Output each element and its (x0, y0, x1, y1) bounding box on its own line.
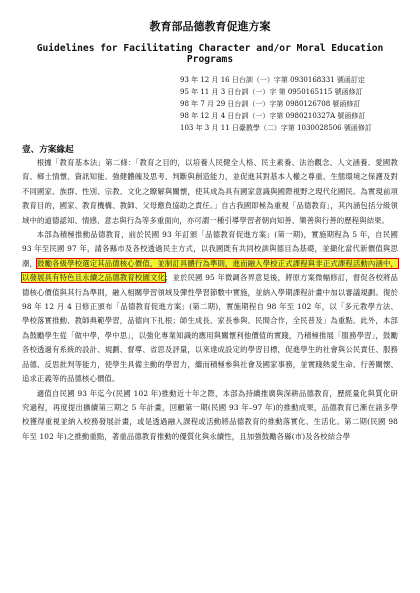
paragraph-text-before-highlight: 本部為積極推動品德教育，前於民國 93 年訂頒「品德教育促進方案」(第一期)，實施期程為 5 年，自民國 93 年至民國 97 年，請各縣市及各校透過民主方式，以我國既有共同校訓與德目為基礎，並擷化當代新價值與思潮， (22, 230, 398, 268)
document-title-chinese: 教育部品德教育促進方案 (149, 20, 271, 33)
revision-line: 98 年 12 月 4 日台訓（一）字第 0980210327A 號函修訂 (180, 112, 366, 120)
paragraph-text-after-highlight: ；並於民國 95 年微調各界意見後，將原方案微幅修訂，督促各校將品德核心價值與其行為準則，融入相關學習領域及彈性學習節數中實施，並納入學期課程計畫中加以審議規劃。復於 98 年 12 月 4 日修正頒布「品德教育促進方案」(第二期)，實施期程自 98 年至 102 年，以「多元教學方法、學校落實推動、教師典範學習，品德向下扎根；師生成長、家長參與、民間合作，全民普及」為重點。此外，本部為鼓勵學生從「做中學，學中思」，以強化專業知識的應用與關懷利他價值的實踐，乃積極推展「服務學習」，鼓勵各校透過有系統的設計、規劃、督導、省思及評量，以來達成設定的學習目標，促進學生的社會與公民責任、服務品德、反思批判等能力，使學生具備主動的學習力，繼而積極參與社會及國家事務，並實踐熱愛生命、行善關懷、追求正義等的品德核心價值。 (22, 273, 398, 384)
paragraph-program-history (22, 228, 398, 386)
revision-line: 103 年 3 月 11 日臺教學（二）字第 1030028506 號函修訂 (180, 124, 372, 132)
paragraph-ten-year-review: 適值自民國 93 年迄今(民國 102 年)推動近十年之際，本部為持續推廣與深耕品德教育，歷經量化與質化研究過程，再度提出擴續第三期之 5 年計畫，回顧第一期(民國 93 年–97 年)的推動成果，品德教育已漸在諸多學校獲得重視並納入校務發展計畫，或是透過融入課程或活動將品德教育的推動落實化、生活化。第二期(民國 98 年至 102 年)之推動重點，著重品德教育推動的優質化與永續性，且加強鼓勵各縣(市)及各校結合學 (22, 388, 398, 441)
revision-line: 93 年 12 月 16 日台訓（一）字第 0930168331 號函訂定 (180, 76, 365, 84)
section-heading: 壹、方案緣起 (22, 145, 74, 155)
revision-line: 98 年 7 月 29 日台訓（一）字第 0980126708 號函修訂 (180, 100, 361, 108)
document-title-english: Guidelines for Facilitating Character and/or Moral Education Programs (36, 43, 384, 65)
paragraph-education-basic-law: 根據「教育基本法」第二條：「教育之目的，以培養人民健全人格、民主素養、法治觀念、人文涵養、愛國教育、鄉土情懷、資訊知能、強健體魄及思考、判斷與創造能力，並促進其對基本人權之尊重、生態環境之保護及對不同國家、族群、性別、宗教、文化之瞭解與關懷，使其成為具有國家意識與國際視野之現代化國民。為實現前項教育目的，國家、教育機構、教師、父母應負協助之責任。」自古我國即極為重視「品德教育」，其內涵包括分級領域中的道德認知、情感、意志與行為等多重面向，亦可謂一種引導學習者朝向知善、樂善與行善的歷程與結果。 (22, 158, 398, 225)
highlighted-passage: 鼓勵各級學校選定其品德核心價值，並制訂具體行為準則，進而融入學校正式課程與非正式課程活動內涵中，以發展具有特色且永續之品德教育校園文化 (22, 258, 398, 283)
revision-history (22, 74, 398, 134)
revision-line: 95 年 11 月 3 日台訓（一）字 第 0950165115 號函修訂 (180, 88, 363, 96)
